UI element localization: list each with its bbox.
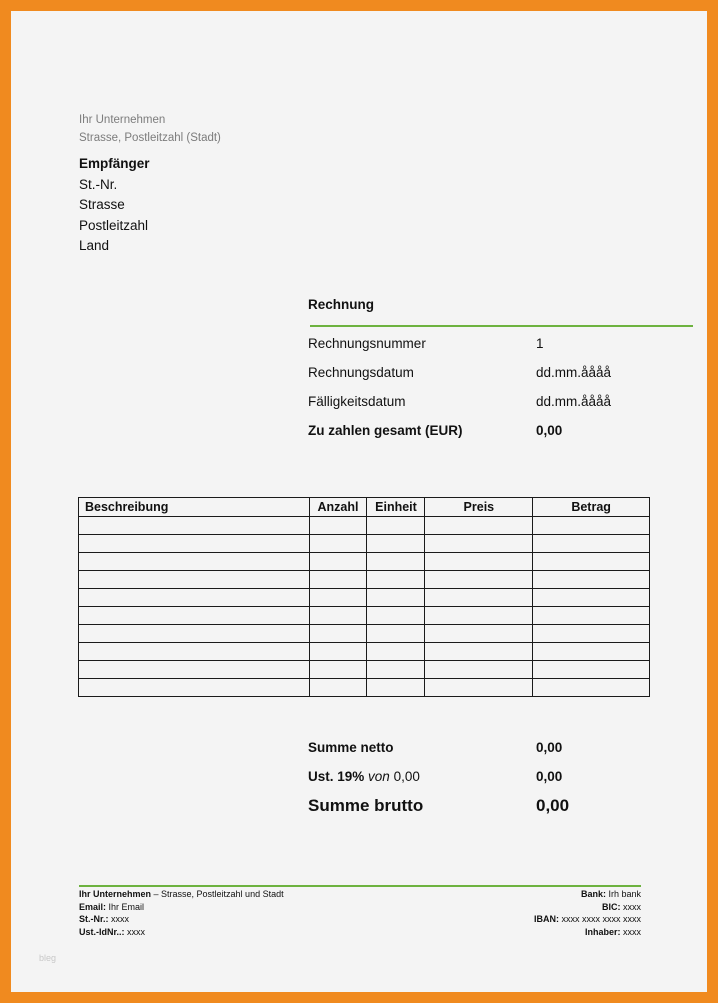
footer-owner-label: Inhaber: bbox=[584, 926, 621, 937]
table-cell bbox=[367, 571, 425, 589]
table-cell bbox=[79, 661, 310, 679]
recipient-block bbox=[79, 154, 150, 257]
table-row bbox=[79, 571, 650, 589]
footer-ustid: xxxx bbox=[124, 926, 146, 937]
recipient-line: Land bbox=[79, 238, 110, 253]
footer-email: Ihr Email bbox=[106, 901, 145, 912]
table-cell bbox=[533, 625, 650, 643]
table-cell bbox=[309, 571, 367, 589]
gross-total-row bbox=[308, 796, 693, 825]
footer-right bbox=[534, 888, 641, 938]
vat-value: 0,00 bbox=[536, 769, 563, 784]
footer-iban: xxxx xxxx xxxx xxxx bbox=[558, 914, 641, 924]
table-cell bbox=[309, 589, 367, 607]
sender-company: Ihr Unternehmen bbox=[79, 114, 166, 126]
net-total-row bbox=[308, 738, 693, 767]
table-row bbox=[79, 625, 650, 643]
table-cell bbox=[425, 517, 533, 535]
vat-label: Ust. 19% bbox=[308, 769, 365, 784]
invoice-date-row bbox=[308, 358, 693, 387]
footer-ustid-label: Ust.-IdNr..: bbox=[79, 926, 125, 937]
table-row bbox=[79, 661, 650, 679]
footer-iban-label: IBAN: bbox=[533, 914, 559, 924]
footer-email-label: Email: bbox=[79, 901, 107, 912]
header-unit: Einheit bbox=[367, 498, 425, 517]
table-cell bbox=[79, 625, 310, 643]
footer-left bbox=[79, 888, 284, 938]
table-cell bbox=[533, 589, 650, 607]
table-cell bbox=[533, 679, 650, 697]
table-cell bbox=[425, 535, 533, 553]
table-cell bbox=[533, 553, 650, 571]
table-cell bbox=[79, 517, 310, 535]
sender-block bbox=[79, 111, 221, 147]
header-amount: Betrag bbox=[533, 498, 650, 517]
recipient-line: Strasse bbox=[79, 197, 125, 212]
recipient-title: Empfänger bbox=[79, 156, 150, 171]
due-date-label: Fälligkeitsdatum bbox=[308, 394, 406, 409]
header-price: Preis bbox=[425, 498, 533, 517]
table-cell bbox=[425, 571, 533, 589]
invoice-date-label: Rechnungsdatum bbox=[308, 365, 414, 380]
table-cell bbox=[309, 679, 367, 697]
footer-bank: Irh bank bbox=[605, 889, 641, 899]
table-cell bbox=[425, 661, 533, 679]
total-due-row bbox=[308, 416, 693, 445]
table-cell bbox=[367, 553, 425, 571]
table-row bbox=[79, 535, 650, 553]
vat-base: 0,00 bbox=[393, 769, 420, 784]
table-cell bbox=[367, 535, 425, 553]
invoice-number-label: Rechnungsnummer bbox=[308, 336, 426, 351]
table-row bbox=[79, 607, 650, 625]
table-cell bbox=[425, 607, 533, 625]
footer-bic: xxxx bbox=[620, 901, 641, 912]
table-cell bbox=[309, 661, 367, 679]
table-row bbox=[79, 679, 650, 697]
table-row bbox=[79, 589, 650, 607]
footer-bic-label: BIC: bbox=[601, 901, 621, 912]
table-cell bbox=[533, 517, 650, 535]
table-cell bbox=[79, 643, 310, 661]
table-cell bbox=[367, 661, 425, 679]
header-description: Beschreibung bbox=[79, 498, 310, 517]
table-cell bbox=[425, 589, 533, 607]
invoice-page bbox=[11, 11, 707, 992]
table-cell bbox=[79, 553, 310, 571]
line-items-table bbox=[78, 497, 650, 697]
table-cell bbox=[79, 679, 310, 697]
net-total-value: 0,00 bbox=[536, 740, 563, 755]
table-cell bbox=[533, 571, 650, 589]
total-due-value: 0,00 bbox=[536, 423, 563, 438]
recipient-line: St.-Nr. bbox=[79, 176, 118, 192]
totals-block bbox=[308, 738, 693, 825]
watermark: bleg bbox=[39, 953, 57, 963]
vat-label-group bbox=[308, 767, 420, 787]
table-cell bbox=[533, 607, 650, 625]
gross-total-value: 0,00 bbox=[536, 796, 570, 815]
table-cell bbox=[367, 589, 425, 607]
invoice-date-value: dd.mm.åååå bbox=[536, 365, 612, 380]
table-row bbox=[79, 643, 650, 661]
invoice-title: Rechnung bbox=[308, 297, 374, 312]
footer-divider bbox=[79, 885, 641, 887]
invoice-number-row bbox=[308, 329, 693, 358]
table-cell bbox=[309, 553, 367, 571]
footer-bank-label: Bank: bbox=[580, 889, 606, 899]
accent-divider bbox=[310, 325, 693, 327]
table-cell bbox=[533, 661, 650, 679]
total-due-label: Zu zahlen gesamt (EUR) bbox=[308, 423, 463, 438]
table-cell bbox=[367, 679, 425, 697]
table-cell bbox=[309, 643, 367, 661]
table-cell bbox=[425, 553, 533, 571]
table-cell bbox=[309, 517, 367, 535]
table-cell bbox=[425, 679, 533, 697]
table-cell bbox=[79, 607, 310, 625]
sender-address: Strasse, Postleitzahl (Stadt) bbox=[79, 132, 221, 144]
table-cell bbox=[367, 517, 425, 535]
footer-company: Ihr Unternehmen bbox=[79, 889, 152, 899]
table-cell bbox=[309, 535, 367, 553]
due-date-value: dd.mm.åååå bbox=[536, 394, 612, 409]
table-row bbox=[79, 553, 650, 571]
invoice-details bbox=[308, 295, 693, 445]
table-cell bbox=[425, 625, 533, 643]
vat-row bbox=[308, 767, 693, 796]
table-cell bbox=[309, 625, 367, 643]
table-cell bbox=[367, 625, 425, 643]
vat-of-text: von bbox=[368, 769, 390, 784]
table-cell bbox=[367, 607, 425, 625]
footer-owner: xxxx bbox=[620, 926, 641, 937]
table-row bbox=[79, 517, 650, 535]
table-cell bbox=[367, 643, 425, 661]
invoice-number-value: 1 bbox=[536, 336, 544, 351]
recipient-line: Postleitzahl bbox=[79, 217, 149, 233]
gross-total-label: Summe brutto bbox=[308, 796, 424, 815]
footer-stnr-label: St.-Nr.: bbox=[79, 914, 109, 924]
due-date-row bbox=[308, 387, 693, 416]
table-body bbox=[79, 517, 650, 697]
table-cell bbox=[425, 643, 533, 661]
table-cell bbox=[309, 607, 367, 625]
table-cell bbox=[533, 535, 650, 553]
table-cell bbox=[79, 535, 310, 553]
table-cell bbox=[79, 571, 310, 589]
header-quantity: Anzahl bbox=[309, 498, 367, 517]
table-cell bbox=[533, 643, 650, 661]
footer-address: – Strasse, Postleitzahl und Stadt bbox=[151, 889, 284, 899]
net-total-label: Summe netto bbox=[308, 740, 394, 755]
table-cell bbox=[79, 589, 310, 607]
footer-stnr: xxxx bbox=[108, 914, 130, 924]
table-header-row bbox=[79, 498, 650, 517]
